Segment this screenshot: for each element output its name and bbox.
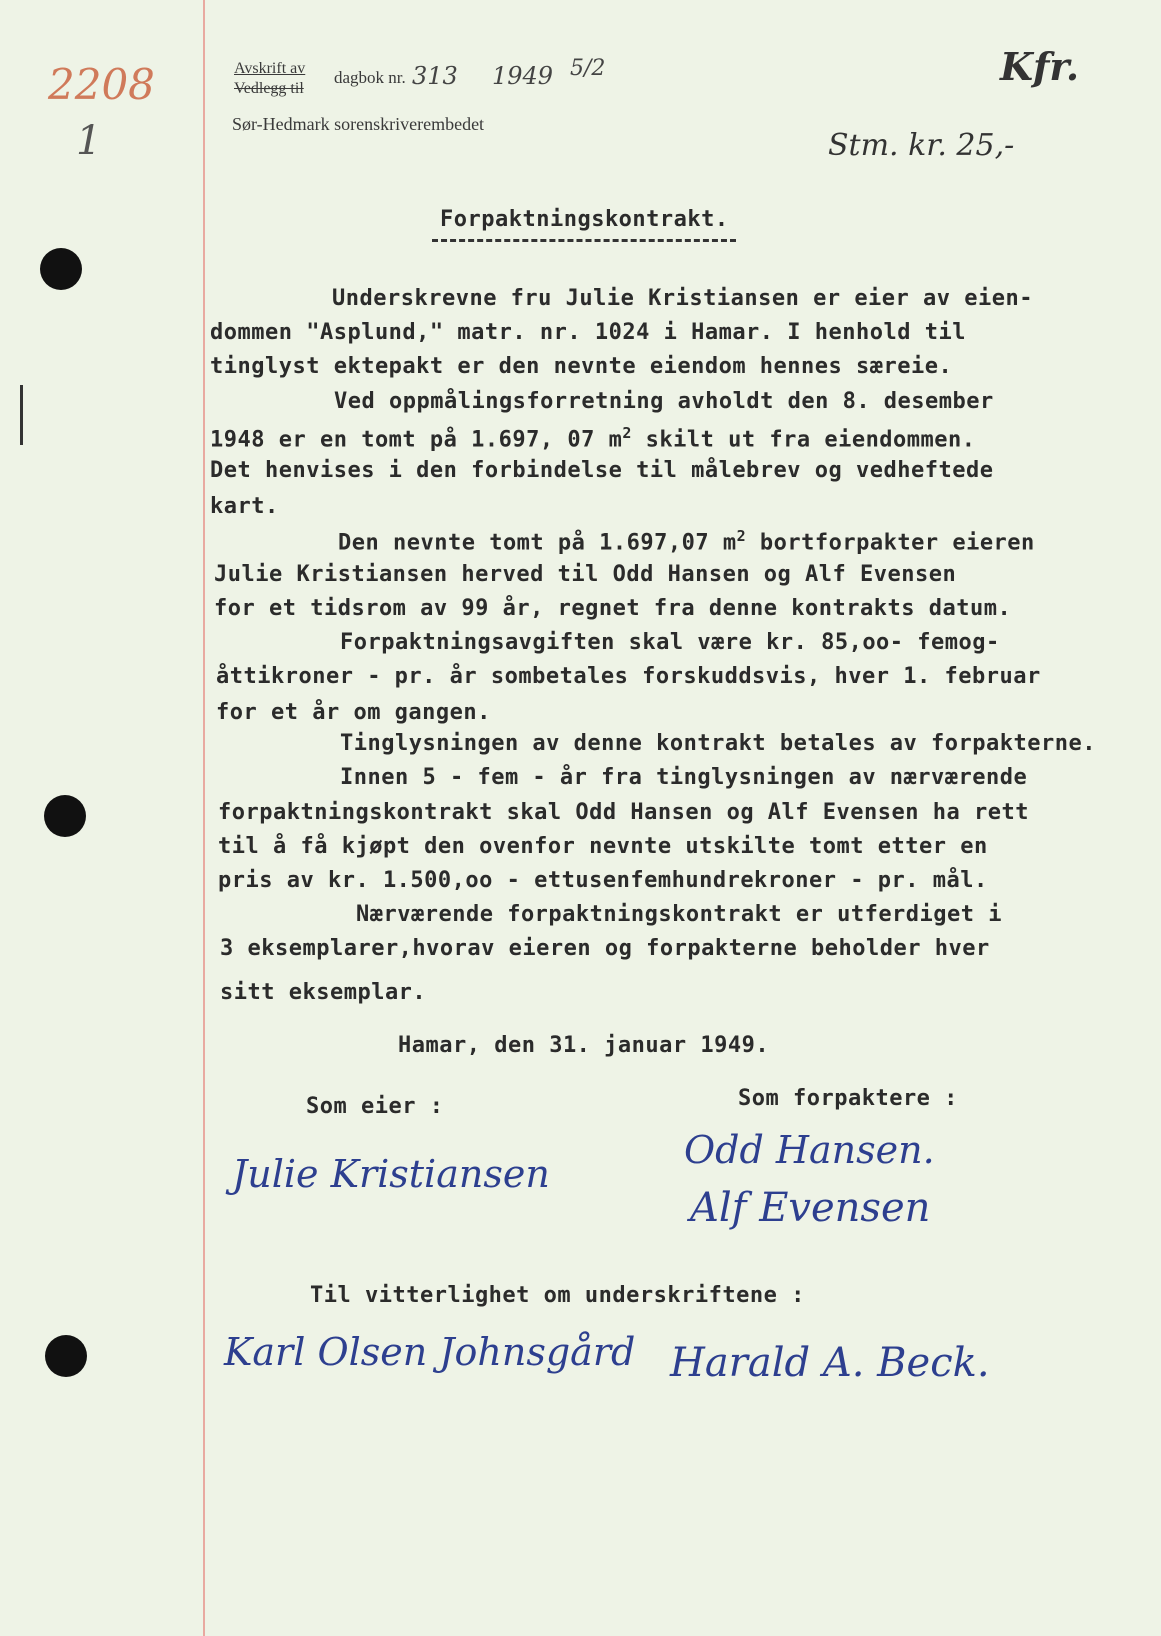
body-line-6: Det henvises i den forbindelse til målebrev og vedheftede <box>210 458 994 483</box>
som-eier-label: Som eier : <box>306 1094 444 1119</box>
superscript-2b: 2 <box>736 527 747 545</box>
stamp-avskrift <box>234 60 305 78</box>
body-line-16: forpaktningskontrakt skal Odd Hansen og Alf Evensen ha rett <box>218 800 1029 825</box>
kfr-note: Kfr. <box>1000 44 1080 89</box>
stamp-dagbok <box>334 68 406 88</box>
body-line-14: Tinglysningen av denne kontrakt betales av forpakterne. <box>340 731 1096 756</box>
body-line-21: sitt eksemplar. <box>220 980 427 1005</box>
punch-hole-bottom <box>45 1335 87 1377</box>
signature-witness-1: Karl Olsen Johnsgård <box>224 1330 636 1374</box>
body-line-19: Nærværende forpaktningskontrakt er utferdiget i <box>356 902 1003 927</box>
body-line-13: for et år om gangen. <box>216 700 491 725</box>
superscript-2: 2 <box>622 424 632 442</box>
margin-mark <box>20 385 23 445</box>
place-date: Hamar, den 31. januar 1949. <box>398 1033 770 1058</box>
dagbok-number: 313 <box>412 62 458 90</box>
avskrift-label: Avskrift av <box>234 60 306 77</box>
dagbok-year: 1949 <box>492 62 554 90</box>
body-line-2: dommen "Asplund," matr. nr. 1024 i Hamar. I henhold til <box>210 320 966 345</box>
dagbok-date: 5/2 <box>570 56 606 81</box>
stamp-fee-note: Stm. kr. 25,- <box>828 128 1015 163</box>
margin-tick: 1 <box>76 118 102 164</box>
body-line-11: Forpaktningsavgiften skal være kr. 85,oo- femog- <box>340 630 1000 655</box>
body-line-18: pris av kr. 1.500,oo - ettusenfemhundrekroner - pr. mål. <box>218 868 988 893</box>
body-line-5 <box>210 424 976 452</box>
margin-rule <box>203 0 205 1636</box>
body-line-12: åttikroner - pr. år sombetales forskuddsvis, hver 1. februar <box>216 664 1041 689</box>
punch-hole-middle <box>44 795 86 837</box>
body-line-15: Innen 5 - fem - år fra tinglysningen av nærværende <box>340 765 1028 790</box>
line-5-text: 1948 er en tomt på 1.697, 07 m <box>210 427 623 453</box>
punch-hole-top <box>40 248 82 290</box>
body-line-3: tinglyst ektepakt er den nevnte eiendom hennes særeie. <box>210 354 953 379</box>
signature-owner: Julie Kristiansen <box>232 1152 550 1196</box>
line-5-rest: skilt ut fra eiendommen. <box>645 427 976 453</box>
signature-lessee-2: Alf Evensen <box>690 1185 931 1231</box>
line-8-rest: bortforpakter eieren <box>759 530 1035 556</box>
body-line-8 <box>338 527 1035 555</box>
body-line-7: kart. <box>210 494 279 519</box>
dagbok-label: dagbok nr. <box>334 68 406 87</box>
document-title: Forpaktningskontrakt. <box>440 207 729 232</box>
body-line-1: Underskrevne fru Julie Kristiansen er eier av eien- <box>332 286 1034 311</box>
body-line-9: Julie Kristiansen herved til Odd Hansen og Alf Evensen <box>214 562 957 587</box>
signature-lessee-1: Odd Hansen. <box>684 1128 935 1172</box>
body-line-10: for et tidsrom av 99 år, regnet fra denne kontrakts datum. <box>214 596 1012 621</box>
line-8-text: Den nevnte tomt på 1.697,07 m <box>338 530 737 556</box>
office-stamp: Sør-Hedmark sorenskriverembedet <box>232 114 485 134</box>
body-line-17: til å få kjøpt den ovenfor nevnte utskilte tomt etter en <box>218 834 988 859</box>
vedlegg-label: Vedlegg til <box>234 80 304 97</box>
stamp-vedlegg <box>234 80 304 98</box>
title-underline <box>432 239 736 242</box>
witness-label: Til vitterlighet om underskriftene : <box>310 1283 805 1308</box>
som-forpaktere-label: Som forpaktere : <box>738 1086 958 1111</box>
page-number: 2208 <box>48 60 155 109</box>
signature-witness-2: Harald A. Beck. <box>670 1340 990 1386</box>
body-line-20: 3 eksemplarer,hvorav eieren og forpakterne beholder hver <box>220 936 990 961</box>
body-line-4: Ved oppmålingsforretning avholdt den 8. desember <box>334 389 994 414</box>
